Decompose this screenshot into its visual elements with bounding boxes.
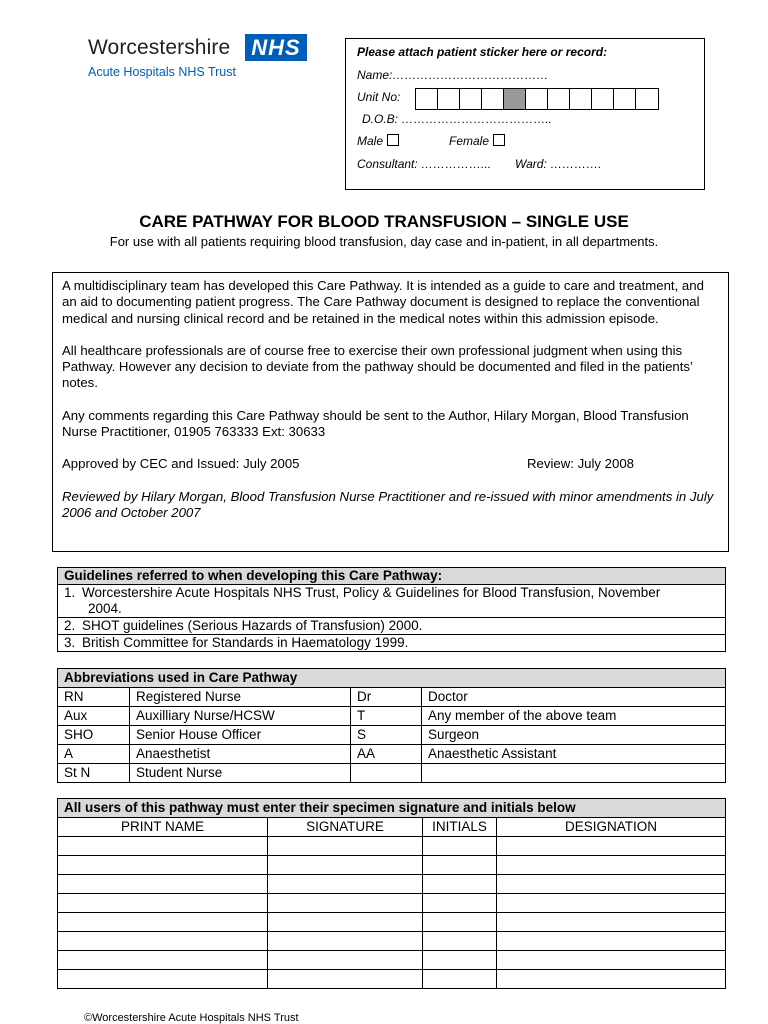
signature-row [58, 837, 726, 856]
review-date: Review: July 2008 [527, 456, 635, 472]
female-option[interactable] [449, 134, 505, 148]
designation-cell[interactable] [497, 970, 726, 989]
intro-box [52, 272, 729, 552]
patient-name-field[interactable]: Name:………………………………… [357, 68, 549, 82]
female-label: Female [449, 134, 490, 148]
signature-row [58, 932, 726, 951]
signature-cell[interactable] [268, 951, 423, 970]
signature-cell[interactable] [268, 913, 423, 932]
signature-row [58, 913, 726, 932]
unit-number-boxes[interactable] [415, 88, 659, 110]
copyright-footer: ©Worcestershire Acute Hospitals NHS Trust [84, 1012, 299, 1024]
initials-cell[interactable] [423, 875, 497, 894]
initials-cell[interactable] [423, 932, 497, 951]
guideline-item: 2. SHOT guidelines (Serious Hazards of Transfusion) 2000. [58, 618, 726, 635]
designation-cell[interactable] [497, 894, 726, 913]
unit-digit-box-shaded [504, 89, 526, 109]
initials-cell[interactable] [423, 837, 497, 856]
unit-digit-box[interactable] [592, 89, 614, 109]
intro-paragraph: All healthcare professionals are of course free to exercise their own professional judgment when using this Pathway. However any decision to deviate from the pathway should be documented and filed in the patients’ notes. [62, 342, 693, 391]
signature-cell[interactable] [268, 875, 423, 894]
signature-cell[interactable] [268, 894, 423, 913]
approved-text: Approved by CEC and Issued: July 2005 [62, 456, 300, 472]
unit-digit-box[interactable] [482, 89, 504, 109]
intro-paragraph: A multidisciplinary team has developed this Care Pathway. It is intended as a guide to care and treatment, and an aid to documenting patient progress. The Care Pathway document is designed to replace the conventional medical and nursing clinical record and be retained in the medical notes within this admission episode. [62, 278, 704, 326]
initials-cell[interactable] [423, 894, 497, 913]
guidelines-heading: Guidelines referred to when developing this Care Pathway: [58, 568, 726, 585]
signature-row [58, 951, 726, 970]
nhs-badge: NHS [245, 34, 307, 61]
patient-sticker-box [345, 38, 705, 190]
designation-cell[interactable] [497, 932, 726, 951]
designation-cell[interactable] [497, 951, 726, 970]
signature-cell[interactable] [268, 970, 423, 989]
print-name-cell[interactable] [58, 875, 268, 894]
guidelines-table [57, 567, 726, 652]
signature-row [58, 970, 726, 989]
signature-cell[interactable] [268, 837, 423, 856]
designation-cell[interactable] [497, 875, 726, 894]
designation-cell[interactable] [497, 856, 726, 875]
trust-logo [88, 34, 318, 86]
ward-field[interactable]: Ward: …………. [515, 157, 602, 171]
intro-paragraph: Any comments regarding this Care Pathway should be sent to the Author, Hilary Morgan, Blood Transfusion Nurse Practitioner, 01905 763333 Ext: 30633 [62, 407, 689, 440]
guideline-item: 1. Worcestershire Acute Hospitals NHS Trust, Policy & Guidelines for Blood Transfusion, November 2004. [58, 585, 726, 618]
guideline-item: 3. British Committee for Standards in Haematology 1999. [58, 635, 726, 652]
print-name-cell[interactable] [58, 970, 268, 989]
signature-cell[interactable] [268, 856, 423, 875]
signatures-table [57, 798, 726, 989]
table-row: St N Student Nurse [58, 764, 726, 783]
unit-digit-box[interactable] [416, 89, 438, 109]
reviewed-note: Reviewed by Hilary Morgan, Blood Transfusion Nurse Practitioner and re-issued with minor amendments in July 2006 and October 2007 [62, 488, 714, 520]
column-header: DESIGNATION [497, 818, 726, 837]
document-title: CARE PATHWAY FOR BLOOD TRANSFUSION – SINGLE USE [139, 212, 629, 231]
male-option[interactable] [357, 134, 399, 148]
unit-digit-box[interactable] [570, 89, 592, 109]
male-checkbox[interactable] [387, 134, 399, 146]
signatures-heading: All users of this pathway must enter their specimen signature and initials below [58, 799, 726, 818]
print-name-cell[interactable] [58, 932, 268, 951]
print-name-cell[interactable] [58, 837, 268, 856]
print-name-cell[interactable] [58, 913, 268, 932]
document-subtitle: For use with all patients requiring blood transfusion, day case and in-patient, in all departments. [109, 234, 659, 249]
table-row: RN Registered Nurse Dr Doctor [58, 688, 726, 707]
print-name-cell[interactable] [58, 951, 268, 970]
logo-trust-name: Acute Hospitals NHS Trust [88, 65, 236, 79]
male-label: Male [357, 134, 384, 148]
female-checkbox[interactable] [493, 134, 505, 146]
unit-digit-box[interactable] [614, 89, 636, 109]
consultant-field[interactable]: Consultant: ……………... [357, 157, 492, 171]
unit-digit-box[interactable] [460, 89, 482, 109]
table-row: SHO Senior House Officer S Surgeon [58, 726, 726, 745]
dob-field[interactable]: D.O.B: ……………………………….. [362, 112, 553, 126]
initials-cell[interactable] [423, 951, 497, 970]
approval-line [62, 456, 719, 472]
column-header: INITIALS [423, 818, 497, 837]
abbreviations-table [57, 668, 726, 783]
designation-cell[interactable] [497, 837, 726, 856]
column-header: PRINT NAME [58, 818, 268, 837]
sticker-heading: Please attach patient sticker here or record: [357, 45, 608, 59]
unit-digit-box[interactable] [438, 89, 460, 109]
signatures-column-headers [58, 818, 726, 837]
print-name-cell[interactable] [58, 856, 268, 875]
initials-cell[interactable] [423, 970, 497, 989]
table-row: Aux Auxilliary Nurse/HCSW T Any member of the above team [58, 707, 726, 726]
signature-cell[interactable] [268, 932, 423, 951]
signature-row [58, 875, 726, 894]
unit-digit-box[interactable] [636, 89, 658, 109]
signature-row [58, 894, 726, 913]
print-name-cell[interactable] [58, 894, 268, 913]
logo-org-name: Worcestershire [88, 36, 231, 59]
unit-digit-box[interactable] [548, 89, 570, 109]
designation-cell[interactable] [497, 913, 726, 932]
abbreviations-heading: Abbreviations used in Care Pathway [58, 669, 726, 688]
initials-cell[interactable] [423, 913, 497, 932]
column-header: SIGNATURE [268, 818, 423, 837]
table-row: A Anaesthetist AA Anaesthetic Assistant [58, 745, 726, 764]
unit-number-label: Unit No: [357, 90, 401, 104]
unit-digit-box[interactable] [526, 89, 548, 109]
signature-row [58, 856, 726, 875]
initials-cell[interactable] [423, 856, 497, 875]
